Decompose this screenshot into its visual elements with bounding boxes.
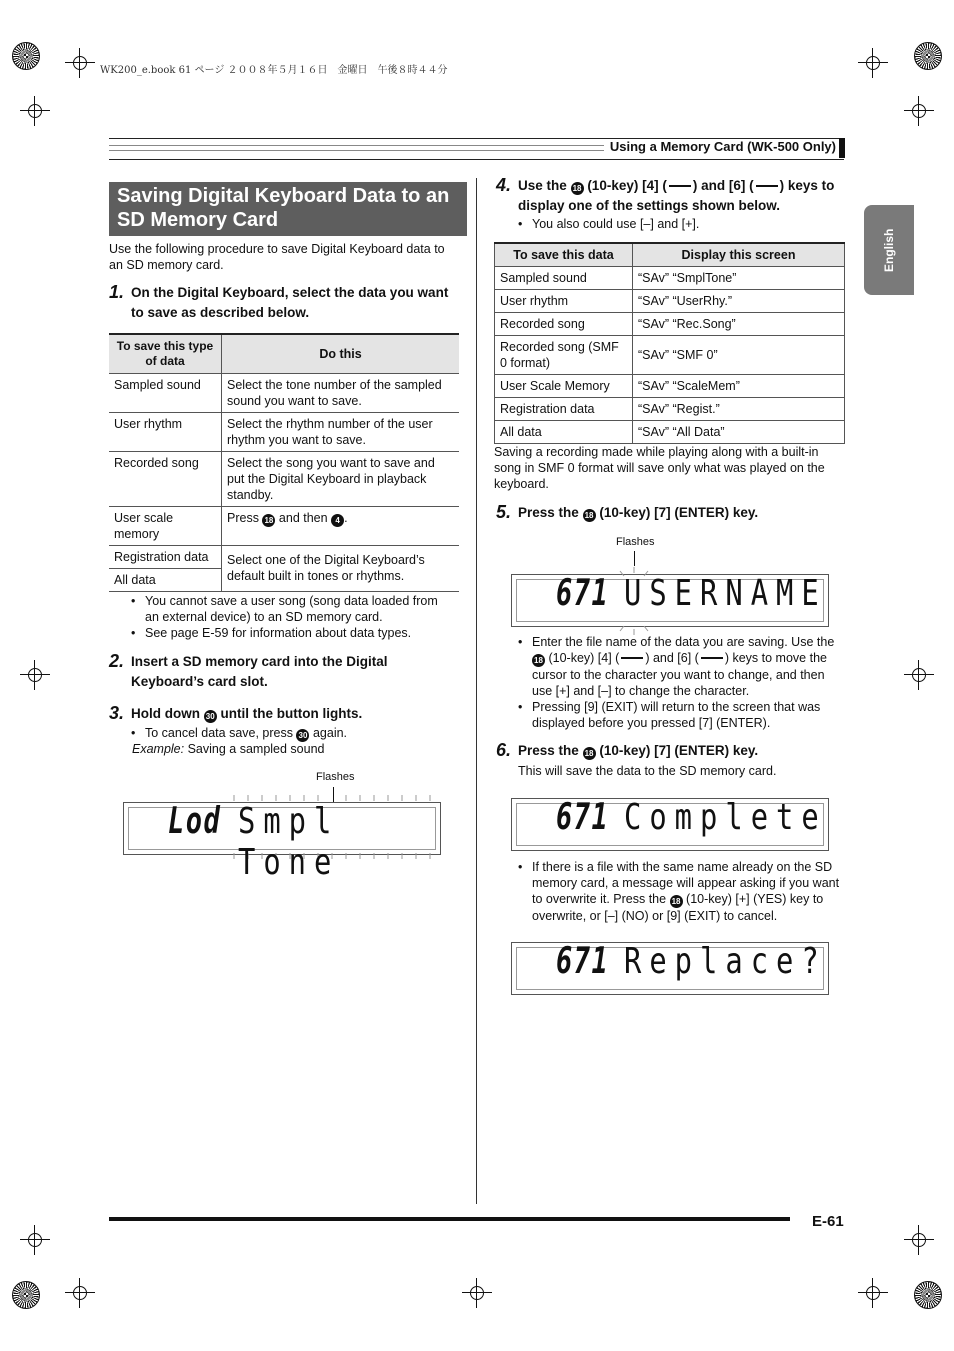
left-arrow-key-icon (621, 651, 643, 659)
table-cell: Recorded song (109, 451, 222, 506)
list-item (131, 725, 451, 742)
step-text: Insert a SD memory card into the Digital Keyboard’s card slot. (131, 654, 388, 689)
step-number: 5. (496, 502, 512, 522)
table-row (495, 313, 845, 336)
step6-notes (518, 859, 844, 924)
registration-disc-icon (12, 1281, 40, 1309)
footer-rule (109, 1217, 790, 1221)
step-text-part: Use the (518, 178, 567, 193)
crosshair-icon (858, 48, 888, 78)
lcd-display-username (511, 574, 829, 627)
music-note-icon (839, 138, 845, 158)
right-arrow-key-icon (756, 179, 778, 187)
lcd-text: Smpl Tone (238, 801, 340, 883)
registration-disc-icon (914, 1281, 942, 1309)
crosshair-icon (904, 1225, 934, 1255)
language-tab (864, 205, 914, 295)
table-row (109, 373, 459, 412)
button-18-icon: 18 (583, 747, 596, 760)
table-row (109, 412, 459, 451)
button-18-icon: 18 (670, 895, 683, 908)
table-cell: All data (109, 568, 222, 591)
table-cell: User Scale Memory (495, 375, 633, 398)
table-header: Do this (222, 334, 460, 373)
bullet-text: To cancel data save, press (145, 726, 293, 740)
registration-disc-icon (12, 42, 40, 70)
flashes-label: Flashes (316, 771, 355, 783)
section-title: Saving Digital Keyboard Data to an SD Memory Card (109, 182, 467, 236)
list-item (518, 859, 844, 924)
cell-text: Press (227, 510, 259, 525)
flash-pointer (634, 551, 635, 566)
step-text (518, 176, 844, 216)
button-30-icon: 30 (296, 729, 309, 742)
table-cell: Sampled sound (109, 373, 222, 412)
table-row (495, 375, 845, 398)
cell-text: and then (278, 510, 328, 525)
step-text: On the Digital Keyboard, select the data you want to save as described below. (131, 285, 449, 320)
crosshair-icon (20, 660, 50, 690)
lcd-number: Lod (168, 801, 222, 842)
table-row (109, 451, 459, 506)
lcd-number: 671 (556, 797, 610, 838)
lcd-number: 671 (556, 941, 610, 982)
table-cell: “SAv” “Rec.Song” (633, 313, 845, 336)
table-row (109, 545, 459, 568)
table-header: To save this data (495, 243, 633, 267)
table-cell: Select one of the Digital Keyboard’s default built in tones or rhythms. (222, 545, 460, 591)
step-number: 6. (496, 740, 512, 760)
table-cell: Select the rhythm number of the user rhythm you want to save. (222, 412, 460, 451)
lcd-number: 671 (556, 573, 610, 614)
table-cell: All data (495, 421, 633, 444)
bullet-text: ) keys to move the cursor to the character you want to change, and then use [+] and [–] to change the character. (532, 651, 827, 698)
step1-notes (131, 593, 451, 641)
table-cell: “SAv” “UserRhy.” (633, 290, 845, 313)
button-30-icon: 30 (204, 710, 217, 723)
step-text-part: until the button lights. (220, 706, 363, 721)
step6-sub: This will save the data to the SD memory card. (518, 764, 777, 778)
step-text-part: (10-key) [4] ( (587, 178, 667, 193)
step-text-part: Press the (518, 743, 579, 758)
bullet-text: again. (312, 726, 348, 740)
button-18-icon: 18 (571, 182, 584, 195)
step-number: 1. (109, 282, 125, 302)
step-text-part: (10-key) [7] (ENTER) key. (599, 743, 759, 758)
display-screen-table (494, 242, 845, 444)
button-18-icon: 18 (262, 514, 275, 527)
step-text-part: Press the (518, 505, 579, 520)
lcd-display-replace (511, 942, 829, 995)
list-item (518, 634, 844, 699)
table-header: To save this type of data (109, 334, 222, 373)
step4-notes (518, 216, 838, 232)
table-cell: User rhythm (495, 290, 633, 313)
table-row (109, 506, 459, 545)
crosshair-icon (462, 1278, 492, 1308)
table-cell: Recorded song (SMF 0 format) (495, 336, 633, 375)
table-cell: Sampled sound (495, 267, 633, 290)
step-text-part: (10-key) [7] (ENTER) key. (599, 505, 759, 520)
table-cell: “SAv” “ScaleMem” (633, 375, 845, 398)
registration-disc-icon (914, 42, 942, 70)
lcd-display-complete (511, 798, 829, 851)
data-type-table (109, 333, 459, 592)
step5-notes (518, 634, 844, 731)
lcd-text: USERNAME (624, 573, 827, 614)
button-4-icon: 4 (331, 514, 344, 527)
step4-note: Saving a recording made while playing along with a built-in song in SMF 0 format will save only what was played on the keyboard. (494, 445, 825, 491)
step-text-part: ) and [6] ( (692, 178, 754, 193)
print-header: WK200_e.book 61 ページ ２００８年５月１６日 金曜日 午後８時４４分 (100, 65, 448, 76)
step-text-part: Hold down (131, 706, 200, 721)
table-cell: “SAv” “Regist.” (633, 398, 845, 421)
page-number: E-61 (812, 1213, 844, 1230)
lcd-text: Replace? (624, 941, 827, 982)
table-row (495, 421, 845, 444)
step-text (518, 503, 844, 523)
language-tab-label: English (882, 228, 896, 272)
example-text: Saving a sampled sound (187, 742, 325, 756)
crosshair-icon (65, 48, 95, 78)
section-intro: Use the following procedure to save Digital Keyboard data to an SD memory card. (109, 242, 445, 272)
table-cell: “SAv” “SMF 0” (633, 336, 845, 375)
lcd-text: Complete (624, 797, 827, 838)
table-cell: Select the song you want to save and put the Digital Keyboard in playback standby. (222, 451, 460, 506)
step-text (518, 741, 844, 761)
table-cell: Registration data (109, 545, 222, 568)
button-18-icon: 18 (532, 654, 545, 667)
table-row (495, 398, 845, 421)
table-cell: Registration data (495, 398, 633, 421)
bullet-text: Enter the file name of the data you are saving. Use the (532, 635, 835, 649)
column-divider (476, 178, 477, 1204)
bullet-text: (10-key) [4] ( (548, 651, 620, 665)
button-18-icon: 18 (583, 509, 596, 522)
right-arrow-key-icon (701, 651, 723, 659)
list-item: • Pressing [9] (EXIT) will return to the screen that was displayed before you pressed [7] (ENTER). (518, 699, 844, 731)
table-cell: “SAv” “All Data” (633, 421, 845, 444)
table-cell: User rhythm (109, 412, 222, 451)
left-arrow-key-icon (669, 179, 691, 187)
lcd-display-lod (123, 801, 441, 883)
crosshair-icon (858, 1278, 888, 1308)
cell-text: . (344, 510, 348, 525)
bullet-text: ) and [6] ( (645, 651, 699, 665)
list-item: • You also could use [–] and [+]. (518, 216, 838, 232)
table-row (495, 336, 845, 375)
table-row (495, 267, 845, 290)
table-cell: Recorded song (495, 313, 633, 336)
step-text-part: ) keys to display one of the settings shown below. (518, 178, 835, 213)
step-number: 4. (496, 175, 512, 195)
crosshair-icon (904, 660, 934, 690)
step-number: 3. (109, 703, 125, 723)
running-header-title: Using a Memory Card (WK-500 Only) (604, 139, 842, 154)
table-cell: “SAv” “SmplTone” (633, 267, 845, 290)
list-item: • You cannot save a user song (song data loaded from an external device) to an SD memory card. (131, 593, 451, 625)
bullet-text: If there is a file with the same name already on the SD memory card, a message will appear asking if you want to overwrite it. Press the (532, 860, 840, 906)
table-header: Display this screen (633, 243, 845, 267)
bullet-text: (10-key) [+] (YES) key to overwrite, or [–] (NO) or [9] (EXIT) to cancel. (532, 892, 824, 923)
crosshair-icon (20, 1225, 50, 1255)
example-label: Example: (132, 742, 185, 756)
crosshair-icon (904, 96, 934, 126)
example-line (132, 741, 325, 757)
crosshair-icon (65, 1278, 95, 1308)
step-text (131, 704, 451, 724)
table-cell: User scale memory (109, 506, 222, 545)
table-row (495, 290, 845, 313)
list-item: • See page E-59 for information about data types. (131, 625, 451, 641)
table-cell: Select the tone number of the sampled sound you want to save. (222, 373, 460, 412)
step3-notes (131, 725, 451, 742)
table-cell (222, 506, 460, 545)
step-number: 2. (109, 651, 125, 671)
crosshair-icon (20, 96, 50, 126)
flashes-label: Flashes (616, 536, 655, 548)
